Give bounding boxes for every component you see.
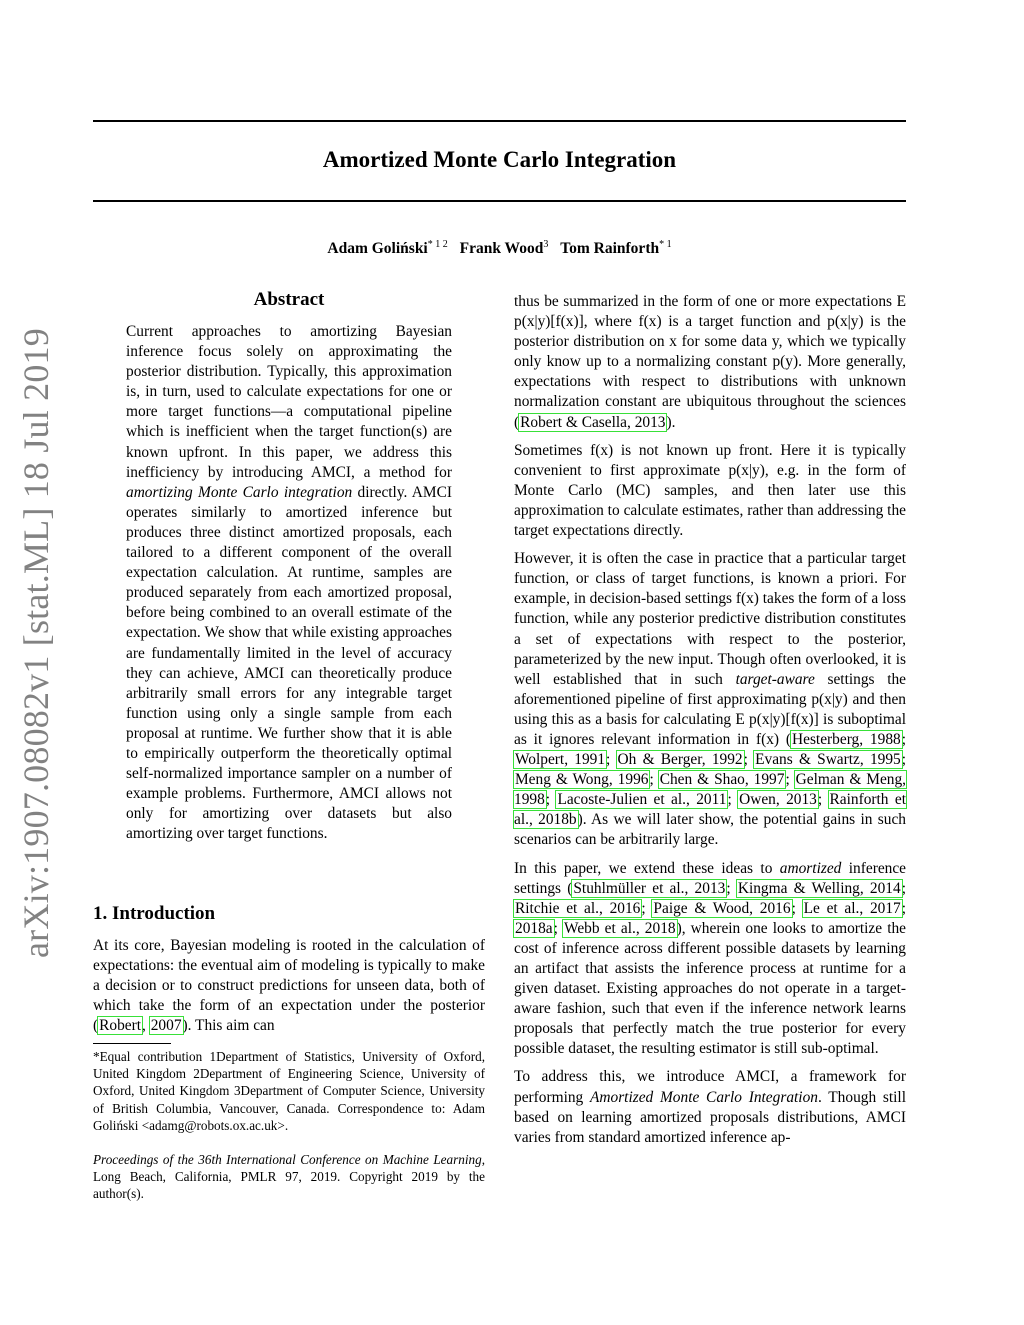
citation-link[interactable]: Robert [99, 1017, 142, 1035]
right-column [514, 292, 906, 1156]
citation-link[interactable]: Gelman & Meng, 1998 [514, 771, 907, 809]
citation-link[interactable]: Meng & Wong, 1996 [515, 771, 649, 789]
author-name: Adam Goliński$^{* 1 2}$ [327, 239, 448, 258]
citation-link[interactable]: Ritchie et al., 2016 [515, 899, 641, 917]
proceedings-footnote: Proceedings of the 36th International Conference on Machine Learning, Long Beach, California, PMLR 97, 2019. Copyright 2019 by the author(s). [93, 1152, 485, 1202]
citation-link[interactable]: Oh & Berger, 1992 [617, 751, 743, 769]
arxiv-identifier-stamp: arXiv:1907.08082v1 [stat.ML] 18 Jul 2019 [16, 328, 56, 958]
citation-link[interactable]: Webb et al., 2018 [564, 919, 676, 937]
paragraph: thus be summarized in the form of one or more expectations E p(x|y)[f(x)], where f(x) is a target function and p(x|y) is the posterior distribution on x for some data y, which we typically only know up to a normalizing constant p(y). More generally, expectations with respect to distributions with unknown normalization constant are ubiquitous throughout the sciences (Robert & Casella, 2013). [514, 293, 906, 431]
citation-link[interactable]: Wolpert, 1991 [515, 751, 606, 769]
title-top-rule [93, 120, 906, 122]
citation-link[interactable]: Lacoste-Julien et al., 2011 [557, 791, 727, 809]
citation-link[interactable]: Hesterberg, 1988 [792, 730, 901, 748]
citation-link[interactable]: Evans & Swartz, 1995 [755, 751, 901, 769]
citation-link[interactable]: Stuhlmüller et al., 2013 [573, 879, 726, 897]
citation-link[interactable]: Chen & Shao, 1997 [659, 771, 785, 789]
paper-title: Amortized Monte Carlo Integration [322, 147, 677, 172]
author-name: Frank Wood$^3$ [459, 239, 549, 258]
author-name: Tom Rainforth$^{* 1}$ [560, 239, 672, 258]
introduction-paragraph: At its core, Bayesian modeling is rooted in the calculation of expectations: the eventual aim of modeling is typically to make a decision or to construct predictions for unseen data, both of which take the form of an expectation under the posterior (Robert, 2007). This aim can [93, 937, 485, 1035]
affiliation-footnote: *Equal contribution 1Department of Statistics, University of Oxford, United Kingdom 2Department of Engineering Science, University of Oxford, United Kingdom 3Department of Computer Science, University of British Columbia, Vancouver, Canada. Correspondence to: Adam Goliński <adamg@robots.ox.ac.uk>. [93, 1049, 485, 1133]
citation-link[interactable]: Owen, 2013 [739, 791, 817, 809]
author-list [93, 234, 906, 260]
citation-link[interactable]: Robert & Casella, 2013 [520, 413, 666, 431]
section-heading-introduction: 1. Introduction [93, 903, 216, 924]
paragraph: To address this, we introduce AMCI, a framework for performing Amortized Monte Carlo Integration. Though still based on learning amortized proposals distributions, AMCI varies from standard amortized inference ap- [514, 1068, 906, 1146]
paragraph: In this paper, we extend these ideas to amortized inference settings (Stuhlmüller et al., 2013; Kingma & Welling, 2014; Ritchie et al., 2016; Paige & Wood, 2016; Le et al., 2017; 2018a; Webb et al., 2018), wherein one looks to amortize the cost of inference across different possible datasets by learning an artifact that assists the inference process at runtime for a given dataset. Existing approaches do not operate in a target-aware fashion, such that even if the inference network learns proposals that perfectly match the true posterior for every possible dataset, the resulting estimator is still sub-optimal. [514, 859, 907, 1058]
paragraph: Sometimes f(x) is not known up front. Here it is typically convenient to first approximate p(x|y), e.g. in the form of Monte Carlo (MC) samples, and then later use this approximation to calculate estimates, rather than addressing the target expectations directly. [514, 441, 906, 540]
abstract-body: Current approaches to amortizing Bayesian inference focus solely on approximating the posterior distribution. Typically, this approximation is, in turn, used to calculate expectations for one or more target functions—a computational pipeline which is inefficient when the target function(s) are known upfront. In this paper, we address this inefficiency by introducing AMCI, a method for amortizing Monte Carlo integration directly. AMCI operates similarly to amortized inference but produces three distinct amortized proposals, each tailored to a different component of the overall expectation calculation. At runtime, samples are produced separately from each amortized proposal, before being combined to an overall estimate of the expectation. We show that while existing approaches are fundamentally limited in the level of accuracy they can achieve, AMCI can theoretically produce arbitrarily small errors for any integrable target function using only a single sample from each proposal at runtime. We further show that it is able to empirically outperform the theoretically optimal self-normalized importance sampler on a number of example problems. Furthermore, AMCI allows not only for amortizing over datasets but also amortizing over target functions. [126, 323, 452, 843]
citation-link[interactable]: 2018a [515, 919, 553, 937]
citation-link[interactable]: 2007 [150, 1017, 182, 1035]
paragraph: However, it is often the case in practice that a particular target function, or class of target functions, is known a priori. For example, in decision-based settings f(x) takes the form of a loss function, while any posterior predictive distribution constitutes a set of expectations with respect to the posterior, parameterized by the new input. Though often overlooked, it is well established that in such target-aware settings the aforementioned pipeline of first approximating p(x|y) and then using this as a basis for calculating E p(x|y)[f(x)] is suboptimal as it ignores relevant information in f(x) (Hesterberg, 1988; Wolpert, 1991; Oh & Berger, 1992; Evans & Swartz, 1995; Meng & Wong, 1996; Chen & Shao, 1997; Gelman & Meng, 1998; Lacoste-Julien et al., 2011; Owen, 2013; Rainforth et al., 2018b). As we will later show, the potential gains in such scenarios can be arbitrarily large. [514, 550, 907, 849]
title-bottom-rule [93, 200, 906, 202]
footnote-rule [93, 1043, 171, 1044]
citation-link[interactable]: Rainforth et al., 2018b [514, 791, 906, 829]
citation-link[interactable]: Paige & Wood, 2016 [653, 899, 791, 917]
abstract-heading: Abstract [253, 289, 325, 310]
citation-link[interactable]: Le et al., 2017 [803, 899, 901, 917]
citation-link[interactable]: Kingma & Welling, 2014 [737, 879, 901, 897]
